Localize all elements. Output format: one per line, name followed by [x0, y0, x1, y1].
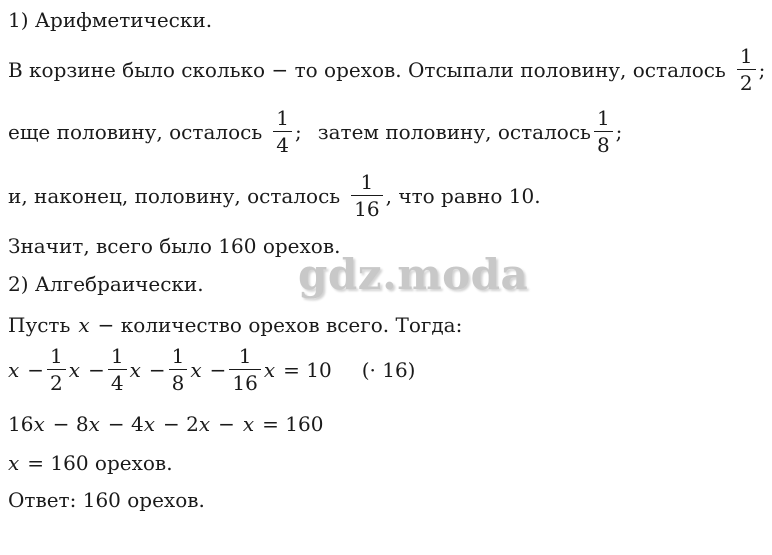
fraction-one-sixteenth: [229, 346, 260, 393]
equation-rhs: = 160 орехов.: [27, 451, 173, 475]
arith-line-3-text: и, наконец, половину, осталось: [8, 183, 341, 208]
arith-line-2: [8, 108, 622, 155]
arith-conclusion: [8, 234, 340, 258]
fraction-denominator: 16: [232, 371, 258, 395]
variable-x: x: [78, 313, 90, 337]
fraction-denominator: 8: [596, 133, 610, 157]
fraction-numerator: 1: [110, 344, 124, 368]
alg-let-text-2: − количество орехов всего. Тогда:: [97, 313, 463, 337]
alg-let-line: [8, 313, 462, 337]
fraction-numerator: 1: [596, 106, 610, 130]
term-coef: 16: [8, 412, 34, 436]
fraction-denominator: 2: [50, 371, 63, 395]
arith-line-3: [8, 172, 541, 219]
alg-let-text-1: Пусть: [8, 313, 71, 337]
punctuation: ;: [758, 57, 766, 82]
variable-x: x: [190, 357, 202, 382]
variable-x: x: [263, 357, 276, 382]
minus-sign: −: [218, 412, 235, 436]
variable-x: x: [143, 412, 155, 436]
variable-x: x: [33, 412, 45, 436]
fraction-one-eighth: [594, 108, 613, 155]
fraction-numerator: 1: [739, 44, 753, 68]
minus-sign: −: [209, 357, 227, 382]
arith-line-1-text: В корзине было сколько − то орехов. Отсыпали половину, осталось: [8, 57, 726, 82]
fraction-numerator: 1: [276, 106, 289, 130]
equation-rhs: = 10: [283, 357, 332, 382]
minus-sign: −: [88, 357, 105, 382]
alg-equation-2: [8, 412, 323, 436]
arith-line-1: [8, 46, 765, 93]
fraction-numerator: 1: [238, 344, 252, 368]
alg-heading: [8, 272, 204, 296]
alg-equation-3: [8, 451, 173, 475]
variable-x: x: [129, 357, 141, 382]
fraction-one-half: [47, 346, 66, 393]
fraction-one-half: [737, 46, 756, 93]
arith-line-3-end: , что равно 10.: [385, 183, 541, 208]
arith-heading: [8, 8, 212, 32]
fraction-denominator: 4: [110, 371, 124, 395]
punctuation: ;: [294, 119, 302, 144]
watermark-logo: gdz.moda: [298, 250, 529, 299]
arith-conclusion-text: Значит, всего было 160 орехов.: [8, 234, 341, 258]
alg-heading-text: 2) Алгебраически.: [8, 272, 204, 296]
fraction-one-quarter: [273, 108, 292, 155]
variable-x: x: [198, 412, 211, 436]
multiplier-note: (· 16): [361, 357, 416, 382]
minus-sign: −: [27, 357, 45, 382]
term-coef: − 8: [52, 412, 89, 436]
fraction-one-eighth: [169, 346, 188, 393]
arith-line-2-text-1: еще половину, осталось: [8, 119, 263, 144]
arith-line-2-text-2: затем половину, осталось: [317, 119, 591, 144]
variable-x: x: [88, 412, 100, 436]
punctuation: ;: [615, 119, 623, 144]
equation-rhs: = 160: [262, 412, 324, 436]
variable-x: x: [8, 357, 20, 382]
fraction-denominator: 2: [739, 71, 753, 95]
fraction-numerator: 1: [171, 344, 185, 368]
fraction-numerator: 1: [50, 344, 63, 368]
fraction-denominator: 8: [171, 371, 185, 395]
variable-x: x: [8, 451, 20, 475]
fraction-denominator: 4: [276, 133, 289, 157]
fraction-numerator: 1: [360, 170, 374, 194]
term-coef: − 4: [107, 412, 144, 436]
term-coef: − 2: [162, 412, 199, 436]
fraction-one-quarter: [108, 346, 127, 393]
fraction-one-sixteenth: [351, 172, 382, 219]
answer-text: Ответ: 160 орехов.: [8, 488, 205, 512]
arith-heading-text: 1) Арифметически.: [8, 8, 213, 32]
answer-line: [8, 488, 205, 512]
alg-equation-1: [8, 346, 415, 393]
minus-sign: −: [148, 357, 166, 382]
fraction-denominator: 16: [354, 197, 380, 221]
variable-x: x: [68, 357, 81, 382]
variable-x: x: [242, 412, 255, 436]
